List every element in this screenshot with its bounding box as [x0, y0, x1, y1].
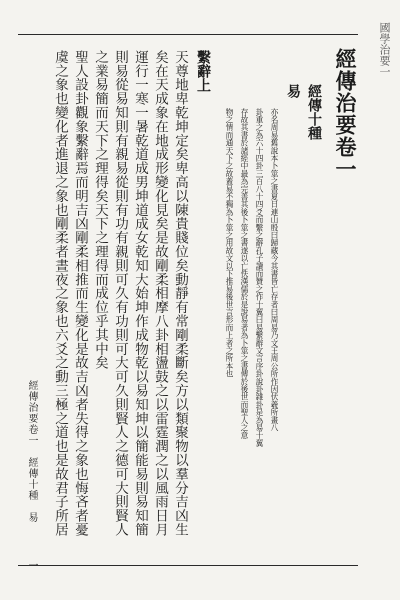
page-title: 經傳治要卷一	[333, 48, 358, 180]
main-text-line: 天尊地卑乾坤定矣卑高以陳貴賤位矣動靜有常剛柔斷矣方以類聚物以羣分吉凶生	[172, 50, 188, 537]
main-text-line: 聖人設卦觀象繫辭焉而明吉凶剛柔相推而生變化是故吉凶者失得之象也悔吝者憂	[72, 50, 88, 537]
commentary-line: 亦名周易舊說本卜筮之書夏日連山殷曰歸藏今其書皆亡存者曰周易乃文王周公所作因伏羲所畫八	[270, 108, 279, 432]
commentary-line: 卦重之為六十四卦三百八十四爻而繫之辭孔子讀而贊之作十翼曰易繫辭文言序卦說卦雜卦是為易十翼	[255, 108, 264, 447]
section-title: 經傳十種	[306, 84, 322, 140]
chapter-title: 繫辭上	[195, 50, 211, 92]
section-subtitle: 易	[285, 84, 301, 98]
main-text-line: 則易從易知則有親易從則有功有親則可久有功則可大可久則賢人之德可大則賢人	[112, 50, 128, 537]
main-text-line: 運行一寒一暑乾道成男坤道成女乾知大始坤作成物乾以易知坤以簡能易則易知簡	[132, 50, 148, 537]
footer-label: 經傳治要卷一 經傳十種 易	[26, 380, 37, 523]
main-text-line: 之業易簡而天下之理得矣天下之理得而成位乎其中矣	[92, 50, 108, 370]
book-title: 國學治要一	[378, 22, 391, 77]
page-number: 一	[26, 560, 37, 571]
main-text-line: 矣在天成象在地成形變化見矣是故剛柔相摩八卦相盪鼓之以雷霆潤之以風雨日月	[152, 50, 168, 537]
commentary-line: 存故其書於諸經中最為完善其後卜筮之書遂以亡佚漢儒於是說易者為卜筮之書傳於後世而聖人之意	[240, 108, 249, 440]
commentary-line: 物之情而通天下之故蓋易不獨為卜筮之用故文以下推易後世言形而上者之所本也	[225, 108, 234, 378]
top-border	[18, 34, 358, 35]
main-text-line: 虞之象也變化者進退之象也剛柔者晝夜之象也六爻之動三極之道也是故君子所居	[52, 50, 68, 537]
bottom-border	[18, 565, 358, 566]
